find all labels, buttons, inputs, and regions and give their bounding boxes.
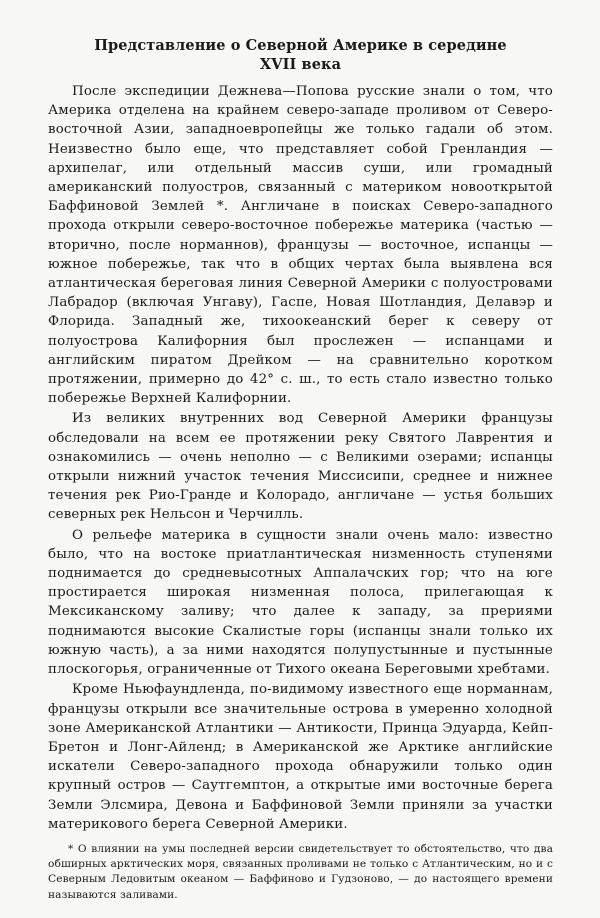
paragraph-islands: Кроме Ньюфаундленда, по-видимому известного еще норманнам, французы открыли все значительные острова в умеренно холодной зоне Американской Атлантики — Антикости, Принца Эдуарда, Кейп-Бретон и Лонг-Айленд; в Американской же Арктике английские искатели Северо-западного прохода обнаружили только один крупный остров — Саутгемптон, а открытые ими восточные берега Земли Элсмира, Девона и Баффиновой Земли приняли за участки материкового берега Северной Америки. [48,682,553,832]
footnote: * О влиянии на умы последней версии свидетельствует то обстоятельство, что два обширных арктических моря, связанных проливами не только с Атлантическим, но и с Северным Ледовитым океаном — Баффиново и Гудзоново, — до настоящего времени называются заливами. [48,842,553,901]
paragraph-expeditions: После экспедиции Дежнева—Попова русские знали о том, что Америка отделена на крайнем северо-западе проливом от Северо-восточной Азии, западноевропейцы же только гадали об этом. Неизвестно было еще, что представляет собой Гренландия — архипелаг, или отдельный массив суши, или громадный американский полуостров, связанный с материком новооткрытой Баффиновой Землей *. Англичане в поисках Северо-западного прохода открыли северо-восточное побережье материка (частью — вторично, после норманнов), французы — восточное, испанцы — южное побережье, так что в общих чертах была выявлена вся атлантическая береговая линия Северной Америки с полуостровами Лабрадор (включая Унгаву), Гаспе, Новая Шотландия, Делавэр и Флорида. Западный же, тихоокеанский берег к северу от полуострова Калифорния был прослежен — испанцами и английским пиратом Дрейком — на сравнительно коротком протяжении, примерно до 42° с. ш., то есть стало известно только побережье Верхней Калифорнии. [48,84,553,407]
paragraph-relief: О рельефе материка в сущности знали очень мало: известно было, что на востоке приатлантическая низменность ступенями поднимается до средневысотных Аппалачских гор; что на юге простирается широкая низменная полоса, прилегающая к Мексиканскому заливу; что далее к западу, за прериями поднимаются высокие Скалистые горы (испанцы знали только их южную часть), а за ними находятся полупустынные и пустынные плоскогорья, ограниченные от Тихого океана Береговыми хребтами. [48,527,553,678]
page [48,36,553,903]
title-line-1: Представление о Северной Америке в середине [94,37,507,54]
title-line-2: XVII века [259,56,342,73]
page-title [48,36,553,74]
body-text [48,82,553,834]
paragraph-inland-waters: Из великих внутренних вод Северной Америки французы обследовали на всем ее протяжении реку Святого Лаврентия и ознакомились — очень неполно — с Великими озерами; испанцы открыли нижний участок течения Миссисипи, среднее и нижнее течения рек Рио-Гранде и Колорадо, англичане — устья больших северных рек Нельсон и Черчилль. [48,411,553,523]
